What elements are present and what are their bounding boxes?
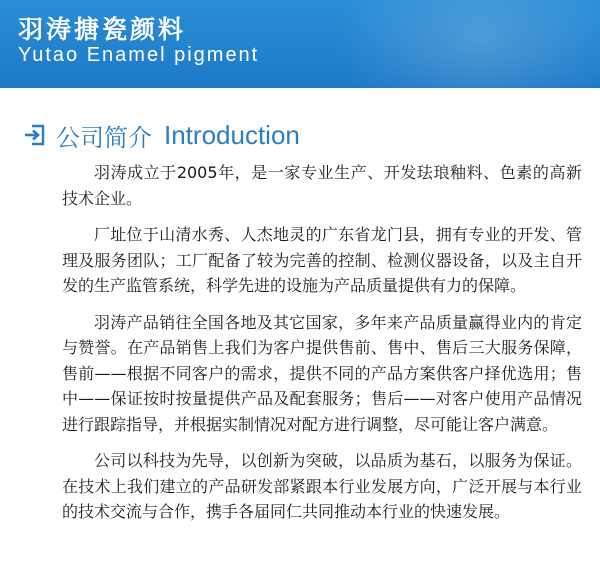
- section-heading: [22, 118, 300, 152]
- introduction-body: [62, 160, 582, 536]
- paragraph-technology: 公司以科技为先导，以创新为突破，以品质为基石，以服务为保证。在技术上我们建立的产品研发部紧跟本行业发展方向，广泛开展与本行业的技术交流与合作，携手各届同仁共同推动本行业的快速发展。: [62, 451, 582, 521]
- banner-glow: [320, 0, 600, 88]
- header-banner: [0, 0, 600, 88]
- paragraph-service: 羽涛产品销往全国各地及其它国家，多年来产品质量赢得业内的肯定与赞誉。在产品销售上我们为客户提供售前、售中、售后三大服务保障，售前——根据不同客户的需求，提供不同的产品方案供客户择优选用；售中——保证按时按量提供产品及配套服务；售后——对客户使用产品情况进行跟踪指导，并根据实制情况对配方进行调整，尽可能让客户满意。: [62, 312, 582, 434]
- brand-name-english: Yutao Enamel pigment: [18, 44, 260, 66]
- section-title-english: Introduction: [164, 119, 300, 150]
- paragraph-facility: 厂址位于山清水秀、人杰地灵的广东省龙门县，拥有专业的开发、管理及服务团队；工厂配备了较为完善的控制、检测仪器设备，以及主自开发的生产监管系统，科学先进的设施为产品质量提供有力的保障。: [62, 225, 582, 295]
- brand-name-chinese: 羽涛搪瓷颜料: [18, 15, 187, 44]
- section-title-chinese: 公司简介: [56, 123, 152, 152]
- paragraph-founding: 羽涛成立于2005年，是一家专业生产、开发珐琅釉料、色素的高新技术企业。: [62, 163, 582, 208]
- enter-arrow-icon: [22, 123, 46, 147]
